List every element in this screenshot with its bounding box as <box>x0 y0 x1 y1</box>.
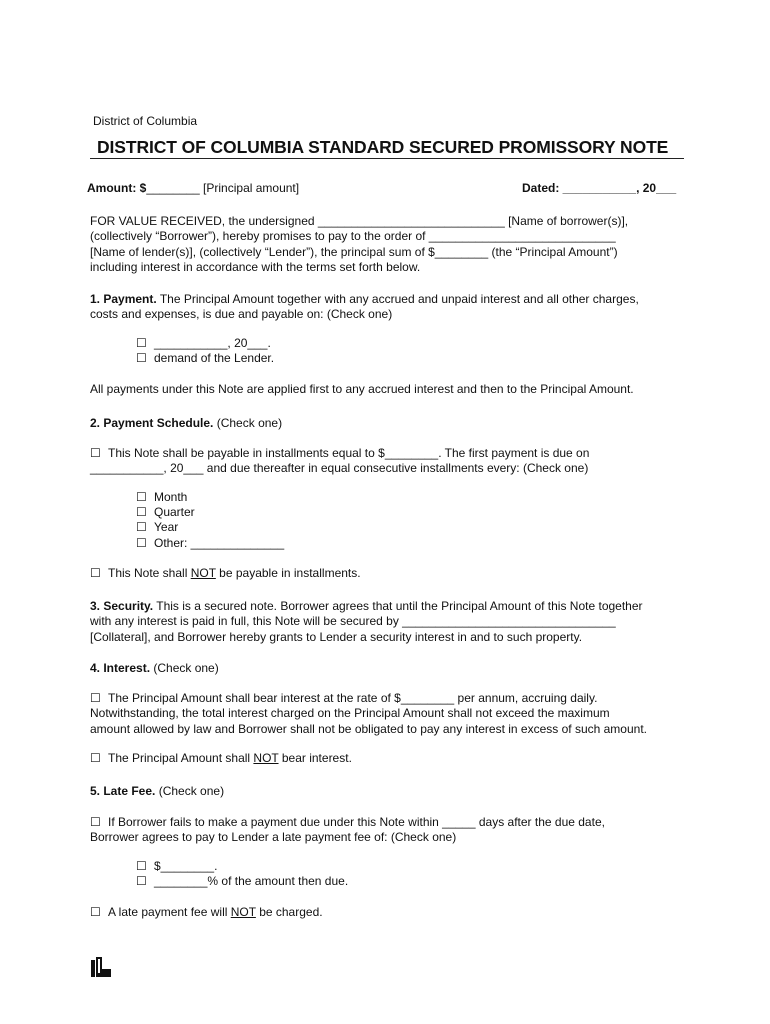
period-quarter[interactable]: ☐ Quarter <box>136 505 195 520</box>
dated-label: Dated: <box>522 181 563 195</box>
checkbox-icon[interactable]: ☐ <box>136 859 147 873</box>
checkbox-icon[interactable]: ☐ <box>136 874 147 889</box>
interest-heading-line: 4. Interest. (Check one) <box>90 661 219 675</box>
checkbox-icon[interactable]: ☐ <box>136 336 147 350</box>
checkbox-icon[interactable]: ☐ <box>90 751 101 765</box>
intro-line: [Name of lender(s)], (collectively “Lender”), the principal sum of $________ (the “Principal Amount”) <box>90 244 618 259</box>
checkbox-icon[interactable]: ☐ <box>136 505 147 520</box>
schedule-option-no-installments[interactable]: ☐ This Note shall NOT be payable in installments. <box>90 566 361 580</box>
schedule-periods <box>136 490 284 551</box>
interest-option-none[interactable]: ☐ The Principal Amount shall NOT bear interest. <box>90 751 352 765</box>
payment-options <box>136 336 274 366</box>
jurisdiction-label: District of Columbia <box>93 114 198 128</box>
interest-heading: 4. Interest. <box>90 661 151 675</box>
schedule-heading: 2. Payment Schedule. <box>90 416 214 430</box>
intro-line: (collectively “Borrower”), hereby promises to pay to the order of ____________________________ <box>90 229 616 244</box>
brand-logo-icon <box>91 957 111 977</box>
schedule-heading-line: 2. Payment Schedule. (Check one) <box>90 416 283 430</box>
period-year[interactable]: ☐ Year <box>136 520 179 535</box>
checkbox-icon[interactable]: ☐ <box>136 351 147 366</box>
payment-note: All payments under this Note are applied first to any accrued interest and then to the Principal Amount. <box>90 382 634 396</box>
late-fee-heading-line: 5. Late Fee. (Check one) <box>90 784 225 798</box>
late-fee-flat[interactable]: ☐ $________. <box>136 859 218 873</box>
amount-line <box>87 181 299 195</box>
checkbox-icon[interactable]: ☐ <box>90 815 101 829</box>
late-fee-amounts <box>136 859 348 889</box>
late-fee-percent[interactable]: ☐ ________% of the amount then due. <box>136 874 349 889</box>
intro-line: FOR VALUE RECEIVED, the undersigned ____________________________ [Name of borrower(s)], <box>90 214 629 228</box>
period-other[interactable]: ☐ Other: ______________ <box>136 535 285 550</box>
amount-label: Amount: $ <box>87 181 147 195</box>
security-section: 3. Security. This is a secured note. Borrower agrees that until the Principal Amount of this Note together with any interest is paid in full, this Note will be secured by ________________________________ [Collateral], and Borrower hereby grants to Lender a security interest in and to such property. <box>90 599 643 644</box>
intro-line: including interest in accordance with the terms set forth below. <box>90 259 421 274</box>
checkbox-icon[interactable]: ☐ <box>136 535 147 550</box>
period-month[interactable]: ☐ Month <box>136 490 188 504</box>
late-fee-heading: 5. Late Fee. <box>90 784 156 798</box>
checkbox-icon[interactable]: ☐ <box>90 905 101 919</box>
checkbox-icon[interactable]: ☐ <box>90 691 101 705</box>
checkbox-icon[interactable]: ☐ <box>90 566 101 580</box>
interest-option-rate[interactable]: ☐ The Principal Amount shall bear interest at the rate of $________ per annum, accruing daily. Notwithstanding, the total interest charged on the Principal Amount shall not exceed the maximum amount allowed by law and Borrower shall not be obligated to pay any interest in excess of such amount. <box>90 691 647 736</box>
payment-option-date[interactable]: ☐ ___________, 20___. <box>136 336 271 350</box>
amount-blank: ________ <box>146 181 200 195</box>
payment-heading: 1. Payment. <box>90 292 157 306</box>
dated-line <box>522 181 676 195</box>
intro-paragraph <box>90 214 628 275</box>
amount-hint: [Principal amount] <box>199 181 300 195</box>
title-rule <box>90 158 684 159</box>
payment-option-demand[interactable]: ☐ demand of the Lender. <box>136 351 275 366</box>
schedule-option-installments[interactable]: ☐ This Note shall be payable in installments equal to $________. The first payment is due on ___________, 20___ and due thereafter in equal consecutive installments every: (Check one) <box>90 446 590 476</box>
document-title: DISTRICT OF COLUMBIA STANDARD SECURED PROMISSORY NOTE <box>97 137 669 157</box>
payment-text: costs and expenses, is due and payable on: (Check one) <box>90 307 393 322</box>
payment-text: The Principal Amount together with any accrued and unpaid interest and all other charges, <box>156 292 639 306</box>
security-heading: 3. Security. <box>90 599 154 613</box>
payment-section <box>90 292 639 323</box>
checkbox-icon[interactable]: ☐ <box>136 520 147 535</box>
checkbox-icon[interactable]: ☐ <box>136 490 147 504</box>
late-fee-option-none[interactable]: ☐ A late payment fee will NOT be charged. <box>90 905 323 919</box>
checkbox-icon[interactable]: ☐ <box>90 446 101 460</box>
dated-value: ___________, 20___ <box>562 181 677 195</box>
late-fee-option-charge[interactable]: ☐ If Borrower fails to make a payment due under this Note within _____ days after the due date, Borrower agrees to pay to Lender a late payment fee of: (Check one) <box>90 815 605 845</box>
